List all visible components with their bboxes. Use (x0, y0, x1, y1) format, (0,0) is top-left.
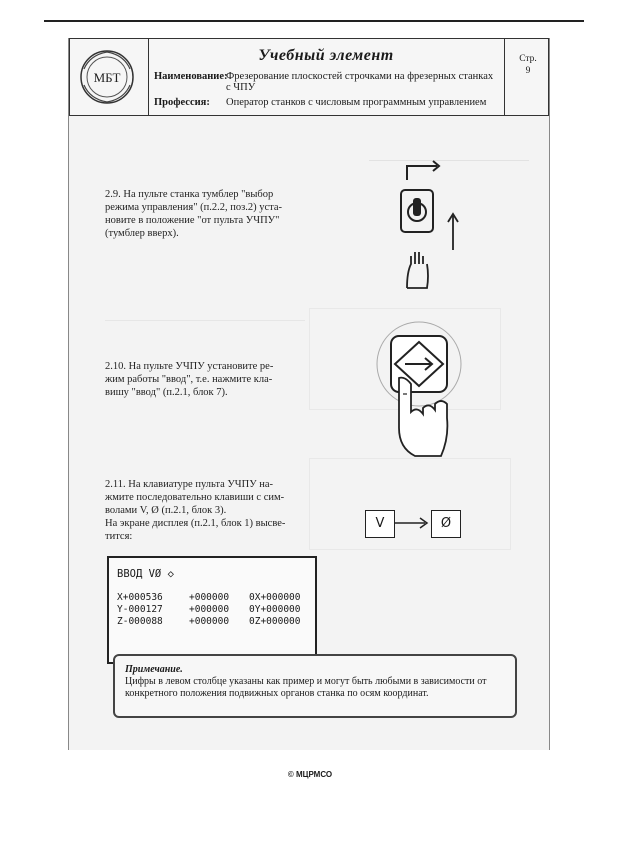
step-number: 2.11. (105, 479, 126, 490)
display-cell: Z-000088 (117, 616, 163, 627)
step-line: новите в положение "от пульта УЧПУ" (105, 215, 280, 226)
note-box (113, 654, 517, 718)
step-line: режима управления" (п.2.2, поз.2) уста- (105, 202, 283, 213)
bleed-through-texture (309, 458, 511, 550)
toggle-switch-illustration (387, 160, 467, 300)
copyright-footer: © МЦРМСО (287, 770, 333, 779)
display-row (117, 592, 300, 603)
step-number: 2.10. (105, 361, 126, 372)
step-line: вишу "ввод" (п.2.1, блок 7). (105, 387, 228, 398)
profession-label: Профессия: (154, 97, 210, 108)
step-line: (тумблер вверх). (105, 228, 179, 239)
header-name-row (154, 71, 496, 93)
display-cell: 0X+000000 (249, 592, 301, 603)
step-number: 2.9. (105, 189, 121, 200)
top-rule (44, 20, 584, 22)
header-divider (504, 39, 505, 115)
name-value: Фрезерование плоскостей строчками на фрезерных станках с ЧПУ (226, 71, 494, 93)
note-title: Примечание. (125, 664, 183, 675)
page-sheet (68, 38, 550, 750)
step-2-9 (105, 188, 305, 240)
display-title: ВВОД VØ ◇ (117, 568, 174, 580)
step-text: На клавиатуре пульта УЧПУ на- (128, 479, 274, 490)
header-block (69, 38, 549, 116)
step-line (105, 188, 305, 201)
step-line: тится: (105, 531, 133, 542)
step-2-11 (105, 478, 305, 543)
step-text: На пульте станка тумблер "выбор (123, 189, 274, 200)
logo-text: МБТ (93, 70, 121, 85)
step-text: На пульте УЧПУ установите ре- (128, 361, 274, 372)
zero-key: Ø (431, 510, 461, 538)
header-title: Учебный элемент (258, 47, 394, 64)
name-label: Наименование: (154, 71, 228, 82)
page-value: 9 (525, 66, 531, 76)
display-cell: +000000 (189, 616, 230, 627)
display-cell: Y-000127 (117, 604, 163, 615)
page-label: Стр. (519, 54, 537, 64)
enter-key-press-illustration (369, 318, 479, 468)
header-profession-row (154, 97, 496, 108)
bleed-through-texture (105, 320, 305, 361)
note-text: Цифры в левом столбце указаны как пример и могут быть любыми в зависимости от конкретного положения подвижных органов станка по осям координат. (125, 676, 487, 699)
display-cell: X+000536 (117, 592, 163, 603)
step-line: жим работы "ввод", т.е. нажмите кла- (105, 374, 273, 385)
step-line (105, 360, 305, 373)
display-row (117, 616, 300, 627)
arrow-right-icon (395, 516, 429, 530)
v-key: V (365, 510, 395, 538)
logo-emblem-icon (76, 47, 138, 107)
step-line: волами V, Ø (п.2.1, блок 3). (105, 505, 227, 516)
display-cell: 0Y+000000 (249, 604, 301, 615)
step-line (105, 478, 305, 491)
display-cell: 0Z+000000 (249, 616, 301, 627)
step-2-10 (105, 360, 305, 399)
display-screen (107, 556, 317, 664)
step-line: жмите последовательно клавиши с сим- (105, 492, 285, 503)
page-number (508, 53, 548, 77)
display-row (117, 604, 300, 615)
step-line: На экране дисплея (п.2.1, блок 1) высве- (105, 518, 286, 529)
display-cell: +000000 (189, 592, 230, 603)
display-cell: +000000 (189, 604, 230, 615)
profession-value: Оператор станков с числовым программным управлением (226, 97, 487, 108)
